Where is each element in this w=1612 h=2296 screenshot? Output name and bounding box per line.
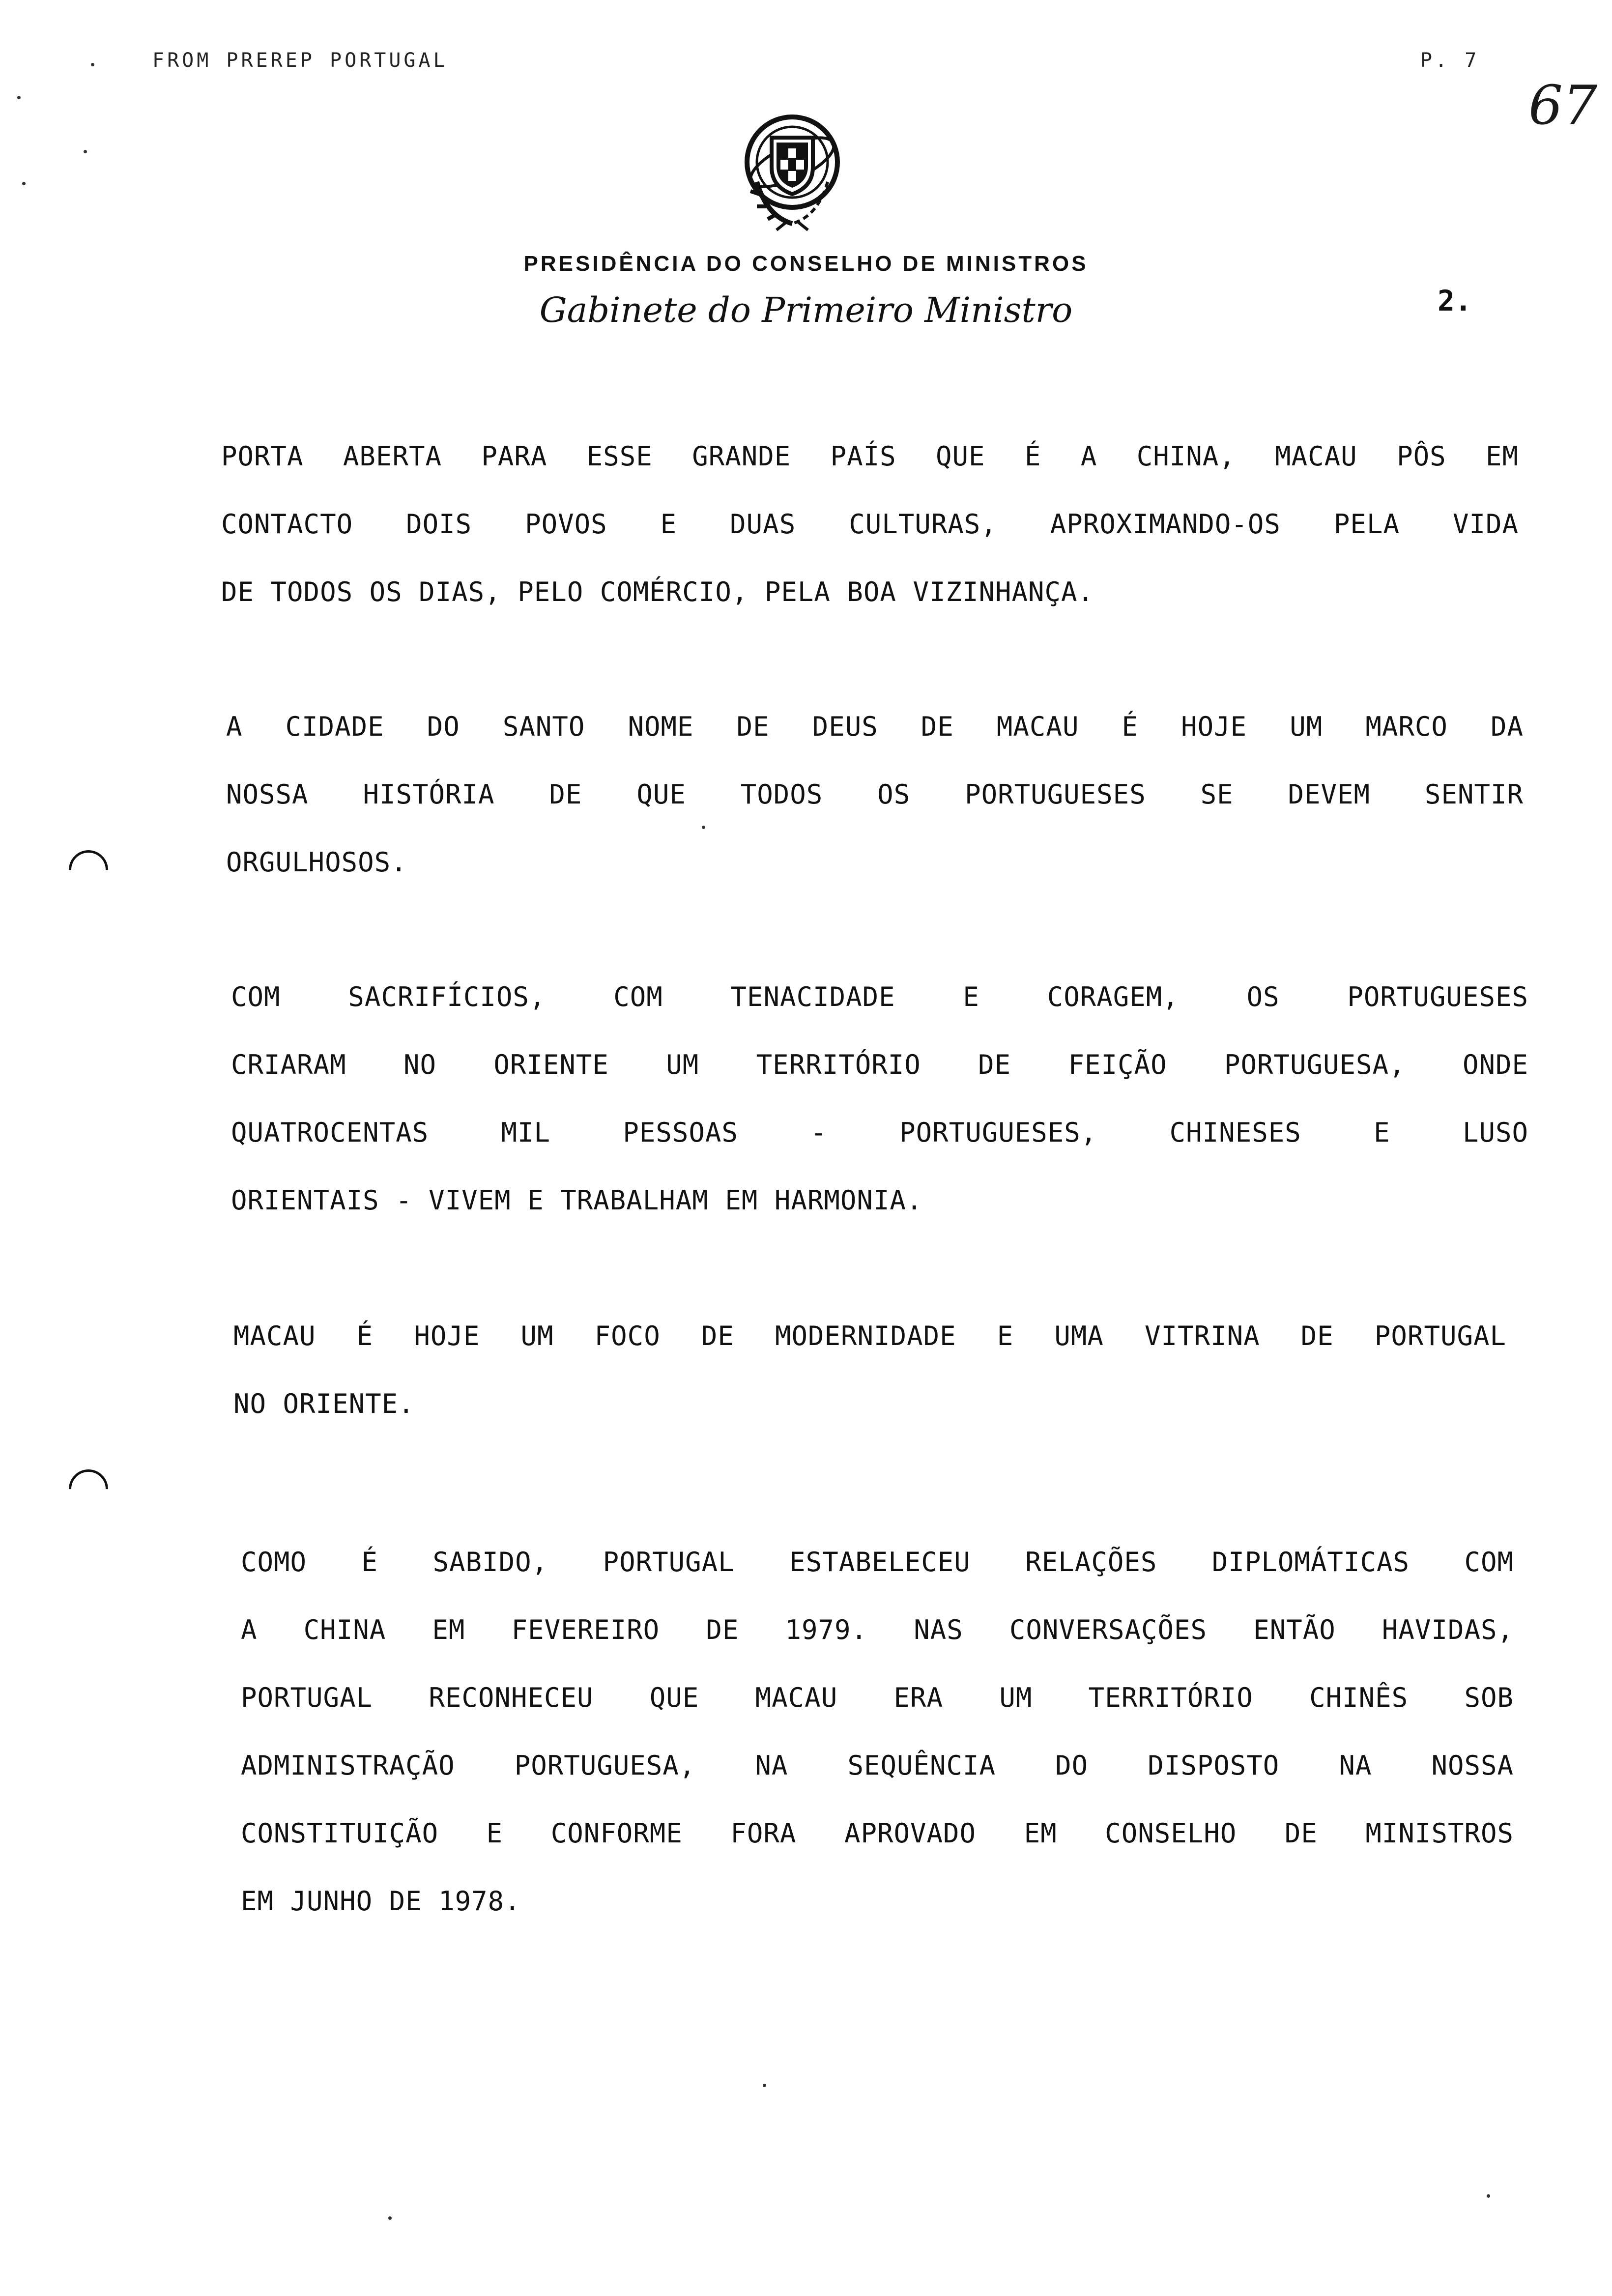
text-line: PORTUGAL RECONHECEU QUE MACAU ERA UM TERRITÓRIO CHINÊS SOB [241,1682,1514,1713]
scan-speck [702,826,705,829]
office-title: PRESIDÊNCIA DO CONSELHO DE MINISTROS [523,252,1089,276]
text-line: CRIARAM NO ORIENTE UM TERRITÓRIO DE FEIÇÃO PORTUGUESA, ONDE [231,1049,1528,1080]
scan-speck [91,63,94,66]
paragraph-2 [226,693,1524,896]
text-line: COMO É SABIDO, PORTUGAL ESTABELECEU RELAÇÕES DIPLOMÁTICAS COM [241,1547,1514,1578]
scan-speck [17,96,21,99]
paragraph-5 [241,1528,1514,1935]
punch-hole-mark [60,842,116,897]
punch-hole-mark [60,1461,116,1517]
text-line: ORGULHOSOS. [226,847,407,878]
text-line: CONTACTO DOIS POVOS E DUAS CULTURAS, APROXIMANDO-OS PELA VIDA [221,509,1519,540]
fax-page-number: P. 7 [1420,49,1480,72]
text-line: DE TODOS OS DIAS, PELO COMÉRCIO, PELA BOA VIZINHANÇA. [221,576,1094,607]
handwritten-folio-number: 67 [1528,74,1597,137]
page-number: 2. [1438,284,1472,317]
text-line: A CHINA EM FEVEREIRO DE 1979. NAS CONVERSAÇÕES ENTÃO HAVIDAS, [241,1614,1514,1645]
paragraph-4 [233,1302,1506,1438]
text-line: CONSTITUIÇÃO E CONFORME FORA APROVADO EM CONSELHO DE MINISTROS [241,1818,1514,1849]
paragraph-1 [221,423,1519,626]
text-line: COM SACRIFÍCIOS, COM TENACIDADE E CORAGEM, OS PORTUGUESES [231,981,1528,1012]
text-line: NOSSA HISTÓRIA DE QUE TODOS OS PORTUGUESES SE DEVEM SENTIR [226,779,1524,810]
text-line: QUATROCENTAS MIL PESSOAS - PORTUGUESES, CHINESES E LUSO [231,1117,1528,1148]
scan-speck [22,182,26,185]
scan-speck [84,150,87,153]
text-line: PORTA ABERTA PARA ESSE GRANDE PAÍS QUE É A CHINA, MACAU PÔS EM [221,441,1519,472]
paragraph-3 [231,963,1528,1234]
text-line: EM JUNHO DE 1978. [241,1886,521,1917]
cabinet-signature-line: Gabinete do Primeiro Ministro [539,290,1073,330]
portuguese-coat-of-arms-icon [737,108,850,236]
text-line: MACAU É HOJE UM FOCO DE MODERNIDADE E UMA VITRINA DE PORTUGAL [233,1320,1506,1351]
text-line: NO ORIENTE. [233,1388,415,1419]
scan-speck [1487,2194,1490,2198]
scan-speck [763,2084,766,2087]
text-line: ADMINISTRAÇÃO PORTUGUESA, NA SEQUÊNCIA DO DISPOSTO NA NOSSA [241,1750,1514,1781]
text-line: ORIENTAIS - VIVEM E TRABALHAM EM HARMONIA. [231,1185,923,1216]
fax-sender-header: FROM PREREP PORTUGAL [152,49,448,72]
scan-speck [388,2216,392,2220]
text-line: A CIDADE DO SANTO NOME DE DEUS DE MACAU É HOJE UM MARCO DA [226,711,1524,742]
